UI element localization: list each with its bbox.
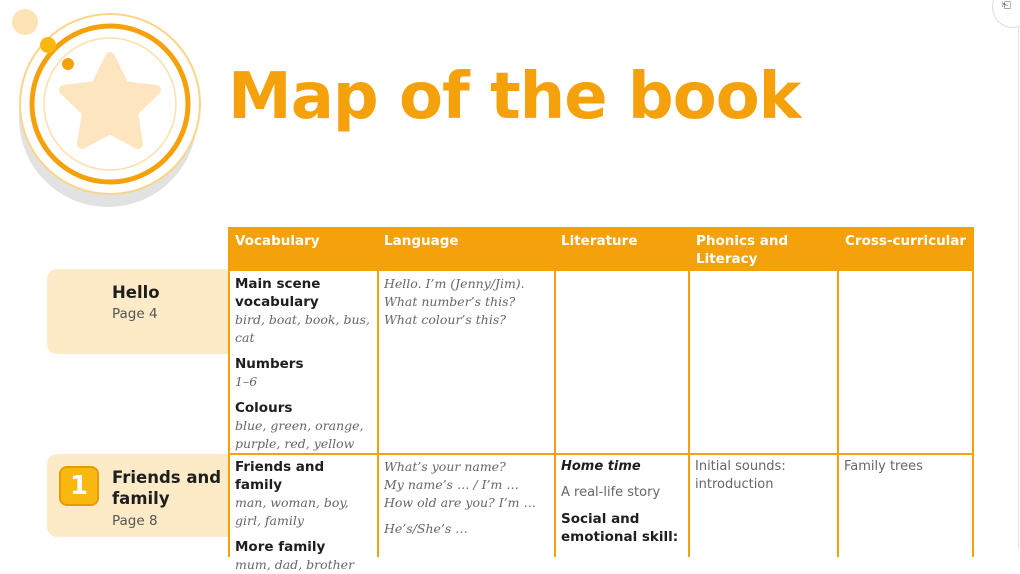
vocab-heading: Main scene vocabulary [235,276,321,310]
hello-language-cell [377,275,555,329]
vocab-items: man, woman, boy, girl, family [235,495,349,528]
grid-line [972,227,974,557]
unit-hello-page: Page 4 [112,306,158,322]
emblem-dot-large [12,9,38,35]
unit1-phonics-cell [688,458,838,494]
vocab-heading: Friends and family [235,459,325,493]
unit1-literature-cell [554,458,690,546]
header-vocabulary: Vocabulary [228,227,378,271]
page-title: Map of the book [228,60,801,134]
vocab-heading: Numbers [235,356,304,372]
vocab-items: mum, dad, brother [235,557,355,572]
language-line: What’s your name? [384,459,506,474]
unit-1-page: Page 8 [112,513,158,529]
language-line: What number’s this? [384,294,516,309]
unit1-cross-curricular-cell [837,458,973,476]
vocab-heading: More family [235,539,326,555]
header-language: Language [377,227,555,271]
cross-curricular-text: Family trees [844,459,923,474]
unit-1-title: Friends and family [112,468,222,508]
language-line: He’s/She’s … [384,521,468,536]
header-cross-curricular: Cross-curricular [838,227,974,271]
header-phonics: Phonics and Literacy [689,227,839,271]
emblem-dot-medium [40,37,56,53]
vocab-items: blue, green, orange, purple, red, yellow [235,418,364,451]
emblem-dot-small [62,58,74,70]
story-title: Home time [561,459,641,474]
vocab-items: 1–6 [235,374,258,389]
social-skill-heading: Social and emotional skill: [561,511,679,545]
language-line: Hello. I’m (Jenny/Jim). [384,276,525,291]
header-literature: Literature [554,227,690,271]
unit-hello-title: Hello [112,283,160,302]
language-line: What colour’s this? [384,312,506,327]
document-icon[interactable]: ⎗ [1002,0,1011,11]
vocab-heading: Colours [235,400,293,416]
unit-number-badge: 1 [59,466,99,506]
vocab-items: bird, boat, book, bus, cat [235,312,370,345]
story-type: A real-life story [561,485,661,500]
unit1-vocabulary-cell [228,458,378,574]
language-line: My name’s … / I’m … [384,477,519,492]
language-line: How old are you? I’m … [384,495,536,510]
unit1-language-cell [377,458,555,538]
hello-vocabulary-cell [228,275,378,453]
star-emblem [0,0,220,220]
phonics-text: Initial sounds: introduction [695,459,786,492]
grid-line [837,227,839,557]
grid-line [228,453,974,455]
